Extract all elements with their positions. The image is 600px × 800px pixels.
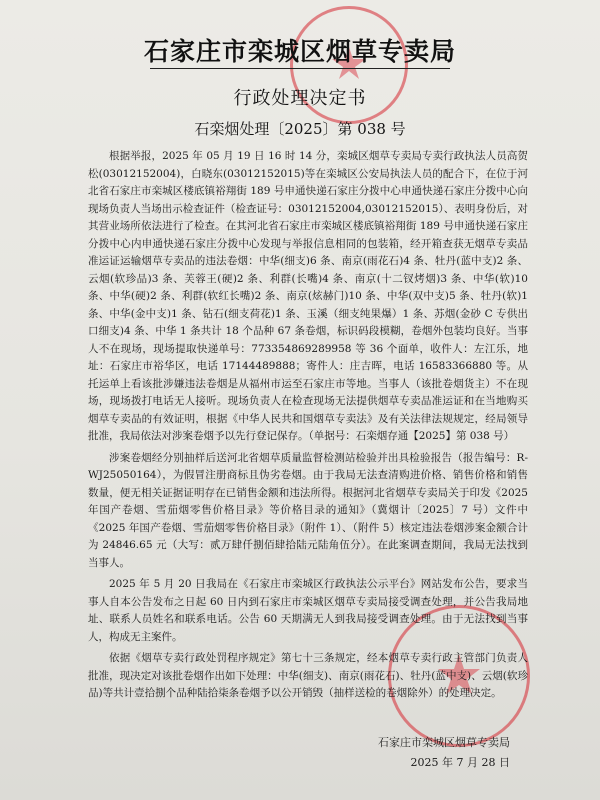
signature-date: 2025 年 7 月 28 日	[410, 756, 510, 769]
document-number: 石栾烟处理〔2025〕第 038 号	[194, 120, 406, 138]
document-subtitle: 行政处理决定书	[233, 88, 367, 109]
document-body	[88, 148, 528, 705]
paragraph-facts: 根据举报，2025 年 05 月 19 日 16 时 14 分，栾城区烟草专卖局专卖行政执法人员高贺松(03012152004)，白晓东(03012152015)等在栾城区公安局执法人员的配合下，在位于河北省石家庄市栾城区楼底镇裕翔街 189 号申通快递石家庄分拨中心申通快递石家庄分拨中心向现场负责人当场出示检查证件（检查证号：03012152004,03012152015）、表明身份后，对其营业场所依法进行了检查。在其河北省石家庄市栾城区楼底镇裕翔街 189 号申通快递石家庄分拨中心内申通快递石家庄分拨中心发现与举报信息相同的包装箱，经开箱查获无烟草专卖品准运证运输烟草专卖品的违法卷烟：中华(细支)6 条、南京(雨花石)4 条、牡丹(蓝中支)2 条、云烟(软珍品)3 条、芙蓉王(硬)2 条、利群(长嘴)4 条、南京(十二钗烤烟)3 条、中华(软)10 条、中华(硬)2 条、利群(软红长嘴)2 条、南京(炫赫门)10 条、中华(双中支)5 条、牡丹(软)1 条、中华(金中支)1 条、钻石(细支荷花)1 条、玉溪（细支纯果爆）1 条、苏烟(金砂 C 专供出口细支)4 条、中华 1 条共计 18 个品种 67 条卷烟，标识码段模糊，卷烟外包装均良好。当事人不在现场，现场提取快递单号：773354869289958 等 36 个面单，收件人：左江乐，地址：石家庄市裕华区，电话 17144489888；寄件人：庄吉晖，电话 16583366880 等。从托运单上看该批涉嫌违法卷烟是从福州市运至石家庄市等地。当事人（该批卷烟货主）不在现场，现场拨打电话无人接听。现场负责人在检查现场无法提供烟草专卖品准运证和在当地购买烟草专卖品的有效证明，根据《中华人民共和国烟草专卖法》及有关法律法规规定，经局领导批准，我局依法对涉案卷烟予以先行登记保存。（单据号：石栾烟存通【2025】第 038 号）	[88, 150, 528, 442]
paragraph-decision: 依据《烟草专卖行政处罚程序规定》第七十三条规定，经本烟草专卖行政主管部门负责人批准，现决定对该批卷烟作出如下处理：中华(细支)、南京(雨花石)、牡丹(蓝中支)、云烟(软珍品)等共计壹拾捌个品种陆拾柒条卷烟予以公开销毁（抽样送检的卷烟除外）的处理决定。	[88, 652, 528, 699]
paragraph-public-notice: 2025 年 5 月 20 日我局在《石家庄市栾城区行政执法公示平台》网站发布公告，要求当事人自本公告发布之日起 60 日内到石家庄市栾城区烟草专卖局接受调查处理，并公告我局地址、联系人员姓名和联系电话。公告 60 天期满无人到我局接受调查处理。由于无法找到当事人，构成无主案件。	[88, 578, 528, 643]
document-title: 石家庄市栾城区烟草专卖局	[143, 37, 456, 66]
title-divider	[150, 68, 450, 69]
paragraph-inspection-report: 涉案卷烟经分别抽样后送河北省烟草质量监督检测站检验并出具检验报告（报告编号：R-WJ25050164），为假冒注册商标且伪劣卷烟。由于我局无法查清购进价格、销售价格和销售数量，便无相关证据证明存在已销售金额和违法所得。根据河北省烟草专卖局关于印发《2025 年国产卷烟、雪茄烟零售价格目录》等价格目录的通知》（冀烟计〔2025〕7 号）文件中《2025 年国产卷烟、雪茄烟零售价格目录》（附件 1）、（附件 5）核定违法卷烟涉案金额合计为 24846.65 元（大写：贰万肆仟捌佰肆拾陆元陆角伍分）。在此案调查期间，我局无法找到当事人。	[88, 451, 528, 569]
signature-organization: 石家庄市栾城区烟草专卖局	[378, 736, 510, 749]
